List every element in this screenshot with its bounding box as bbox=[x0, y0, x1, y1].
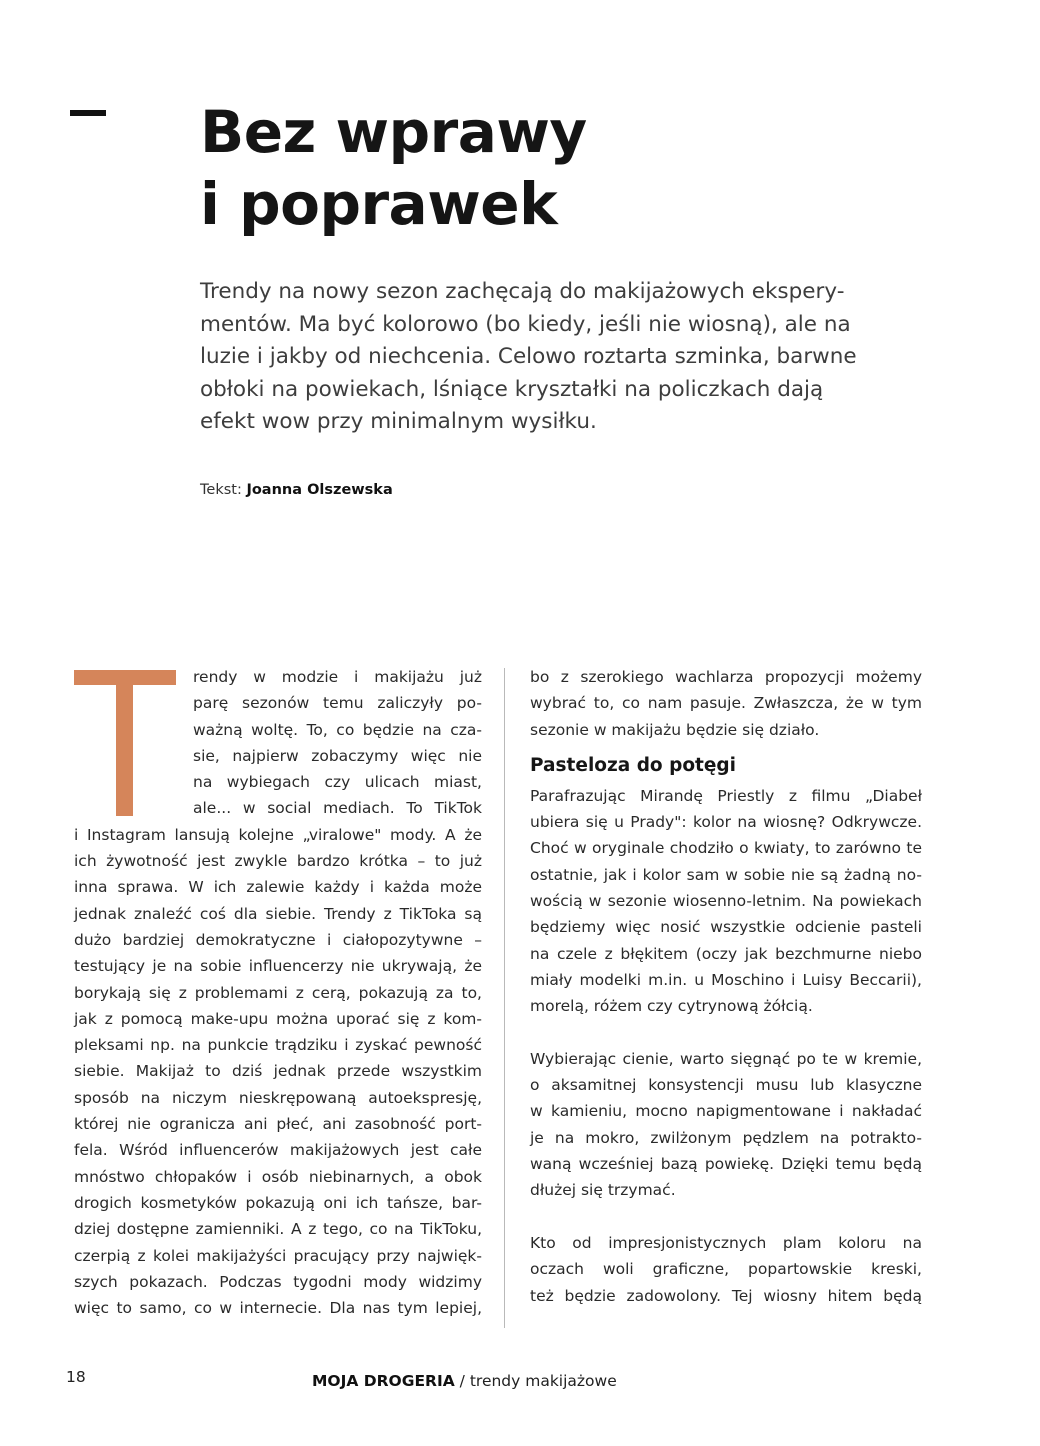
body-line: szych pokazach. Podczas tygodni mody widzimy bbox=[74, 1272, 482, 1291]
body-line: na wybiegach czy ulicach miast, bbox=[193, 773, 482, 792]
body-line: Choć w oryginale chodziło o kwiaty, to zarówno te bbox=[530, 839, 922, 858]
subheading: Pasteloza do potęgi bbox=[530, 754, 737, 776]
body-line: na czele z błękitem (oczy jak bezchmurne niebo bbox=[530, 944, 922, 963]
body-line: sie, najpierw zobaczymy więc nie bbox=[193, 746, 482, 765]
body-line: i Instagram lansują kolejne „viralowe" mody. A że bbox=[74, 825, 482, 844]
running-footer bbox=[312, 1372, 617, 1390]
article-column-right bbox=[530, 664, 922, 1309]
body-line: Kto od impresjonistycznych plam koloru na bbox=[530, 1233, 922, 1252]
column-divider bbox=[504, 668, 505, 1328]
body-line: więc to samo, co w internecie. Dla nas tym lepiej, bbox=[74, 1299, 482, 1318]
footer-separator: / bbox=[454, 1372, 470, 1390]
title-line-1: Bez wprawy bbox=[200, 98, 587, 166]
body-line: bo z szerokiego wachlarza propozycji możemy bbox=[530, 668, 922, 686]
body-line: wybrać to, co nam pasuje. Zwłaszcza, że w tym bbox=[530, 694, 922, 713]
page-title bbox=[200, 96, 900, 240]
lead-line: luzie i jakby od niechcenia. Celowo roztarta szminka, barwne bbox=[200, 344, 857, 369]
body-line: o aksamitnej konsystencji musu lub klasyczne bbox=[530, 1076, 922, 1095]
body-line: Parafrazując Mirandę Priestly z filmu „Diabeł bbox=[530, 786, 922, 805]
lead-paragraph bbox=[200, 276, 880, 439]
body-line: dłużej się trzymać. bbox=[530, 1181, 676, 1200]
article-column-left bbox=[74, 664, 482, 1321]
lead-line: mentów. Ma być kolorowo (bo kiedy, jeśli nie wiosną), ale na bbox=[200, 311, 851, 337]
body-line: której nie ogranicza ani płeć, ani zasobność port- bbox=[74, 1115, 482, 1134]
body-line: siebie. Makijaż to dziś jednak przede wszystkim bbox=[74, 1062, 482, 1081]
body-line: też będzie zadowolony. Tej wiosny hitem będą bbox=[530, 1286, 922, 1305]
body-line: jak z pomocą make-upu można uporać się z kom- bbox=[74, 1009, 482, 1028]
body-line: pleksami np. na punkcie trądziku i zyskać pewność bbox=[74, 1036, 482, 1055]
body-line: dużo bardziej demokratyczne i ciałopozytywne – bbox=[74, 930, 482, 949]
body-line: rendy w modzie i makijażu już bbox=[193, 668, 482, 686]
byline-label: Tekst: bbox=[200, 482, 242, 498]
body-line: wością w sezonie wiosenno-letnim. Na powiekach bbox=[530, 892, 922, 911]
body-line: będziemy więc nosić wszystkie odcienie pasteli bbox=[530, 918, 922, 937]
body-line: sezonie w makijażu będzie się działo. bbox=[530, 720, 820, 739]
body-line: waną wcześniej bazą powiekę. Dzięki temu będą bbox=[530, 1155, 922, 1174]
body-line: morelą, różem czy cytrynową żółcią. bbox=[530, 997, 813, 1016]
section-dash bbox=[70, 110, 106, 116]
body-line: parę sezonów temu zaliczyły po- bbox=[193, 694, 482, 713]
lead-line: obłoki na powiekach, lśniące kryształki na policzkach dają bbox=[200, 376, 824, 402]
body-line: ważną woltę. To, co będzie na cza- bbox=[193, 720, 482, 739]
body-line: inna sprawa. W ich zalewie każdy i każda może bbox=[74, 878, 482, 897]
body-line: oczach woli graficzne, popartowskie kreski, bbox=[530, 1260, 922, 1279]
lead-line: efekt wow przy minimalnym wysiłku. bbox=[200, 409, 597, 434]
body-line: fela. Wśród influencerów makijażowych jest całe bbox=[74, 1141, 482, 1160]
body-line: ostatnie, jak i kolor sam w sobie nie są żadną no- bbox=[530, 865, 922, 884]
byline-author: Joanna Olszewska bbox=[246, 482, 393, 498]
body-line: testujący je na sobie influencerzy nie ukrywają, że bbox=[74, 957, 482, 976]
body-line: sposób na niczym nieskrępowaną autoekspresję, bbox=[74, 1088, 482, 1107]
magazine-name: MOJA DROGERIA bbox=[312, 1372, 455, 1390]
body-line: czerpią z kolei makijażyści pracujący przy najwięk- bbox=[74, 1246, 482, 1265]
byline bbox=[200, 482, 393, 498]
lead-line: Trendy na nowy sezon zachęcają do makijażowych ekspery- bbox=[200, 279, 845, 304]
page-number: 18 bbox=[66, 1368, 86, 1386]
body-line: ubiera się u Prady": kolor na wiosnę? Odkrywcze. bbox=[530, 813, 922, 832]
section-name: trendy makijażowe bbox=[469, 1372, 617, 1390]
body-line: w kamieniu, mocno napigmentowane i nakładać bbox=[530, 1102, 922, 1121]
body-line: jednak znaleźć coś dla siebie. Trendy z TikToka są bbox=[74, 904, 482, 923]
body-line: borykają się z problemami z cerą, pokazują za to, bbox=[74, 983, 482, 1002]
body-line: miały modelki m.in. u Moschino i Luisy Beccarii), bbox=[530, 970, 922, 989]
body-line: je na mokro, zwilżonym pędzlem na potrakto- bbox=[530, 1128, 922, 1147]
body-line: dziej dostępne zamienniki. A z tego, co na TikToku, bbox=[74, 1220, 482, 1239]
body-line: ale... w social mediach. To TikTok bbox=[193, 799, 482, 818]
body-line: Wybierając cienie, warto sięgnąć po te w kremie, bbox=[530, 1049, 922, 1068]
body-line: ich żywotność jest zwykle bardzo krótka – to już bbox=[74, 852, 482, 871]
body-line: mnóstwo chłopaków i osób niebinarnych, a obok bbox=[74, 1167, 482, 1186]
title-line-2: i poprawek bbox=[200, 170, 558, 238]
body-line: drogich kosmetyków pokazują oni ich tańsze, bar- bbox=[74, 1193, 482, 1212]
